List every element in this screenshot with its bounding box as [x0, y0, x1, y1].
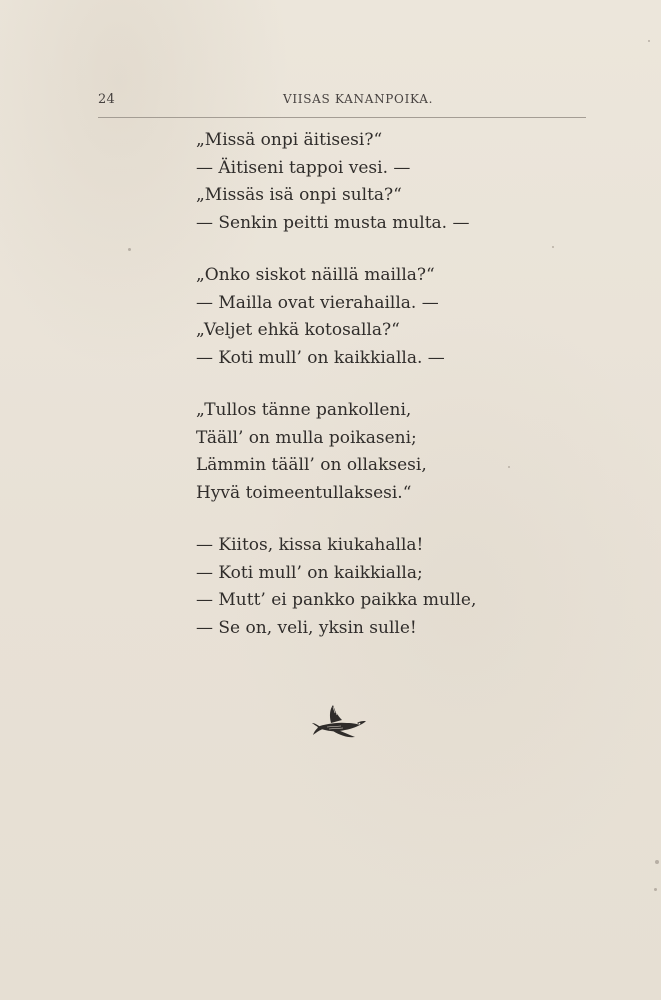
paper-speck [648, 40, 650, 42]
paper-speck [552, 246, 554, 248]
header-rule [98, 117, 586, 118]
stanza-4 [196, 532, 546, 642]
poem-line: Tääll’ on mulla poikaseni; [196, 427, 417, 448]
page-number: 24 [98, 92, 115, 107]
paper-speck [508, 466, 510, 468]
running-title: VIISAS KANANPOIKA. [283, 92, 434, 106]
paper-speck [654, 888, 657, 891]
paper-speck [128, 248, 131, 251]
poem-line: „Veljet ehkä kotosalla?“ [196, 320, 400, 340]
poem-line: „Missä onpi äitisesi?“ [196, 130, 383, 150]
stanza-3 [196, 397, 546, 507]
poem-line: „Missäs isä onpi sulta?“ [196, 185, 402, 205]
poem-line: „Onko siskot näillä mailla?“ [196, 265, 435, 285]
poem-line: — Äitiseni tappoi vesi. — [196, 157, 411, 178]
poem-line: „Tullos tänne pankolleni, [196, 400, 412, 420]
poem-line: — Se on, veli, yksin sulle! [196, 617, 417, 638]
poem-line: — Kiitos, kissa kiukahalla! [196, 535, 424, 555]
poem [196, 127, 546, 667]
paper-speck [655, 860, 659, 864]
poem-line: Hyvä toimeentullaksesi.“ [196, 482, 412, 503]
page-header [98, 92, 586, 114]
poem-line: — Koti mull’ on kaikkialla. — [196, 347, 445, 368]
stanza-2 [196, 262, 546, 372]
poem-line: — Mailla ovat vierahailla. — [196, 292, 439, 313]
poem-line: — Koti mull’ on kaikkialla; [196, 562, 423, 583]
swallow-icon [311, 703, 369, 741]
stanza-1 [196, 127, 546, 237]
poem-line: — Mutt’ ei pankko paikka mulle, [196, 590, 477, 610]
poem-line: Lämmin tääll’ on ollaksesi, [196, 455, 427, 475]
poem-line: — Senkin peitti musta multa. — [196, 212, 470, 233]
